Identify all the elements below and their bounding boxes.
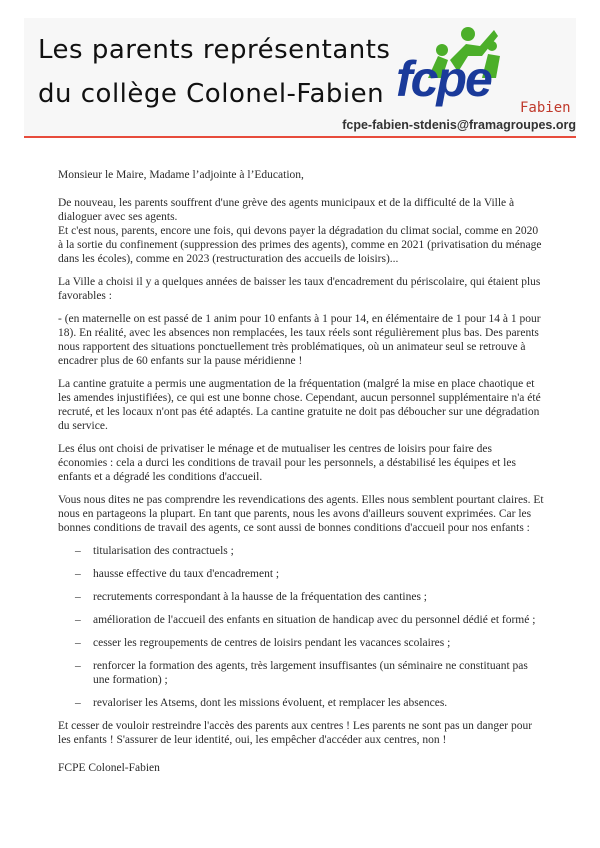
fcpe-logo <box>384 20 574 130</box>
paragraph: Et cesser de vouloir restreindre l'accès des parents aux centres ! Les parents ne sont pas un danger pour les enfants ! S'assurer de leur identité, oui, les empêcher d'accéder aux centres, non ! <box>58 720 533 746</box>
list-item: – hausse effective du taux d'encadrement ; <box>58 567 544 581</box>
signature: FCPE Colonel-Fabien <box>58 762 160 774</box>
paragraph: Les élus ont choisi de privatiser le ménage et de mutualiser les centres de loisirs pour faire des économies : cela a durci les conditions de travail pour les personnels, a déstabilisé les équipes et les enfants et a dégradé les conditions d'accueil. <box>58 443 516 483</box>
letterhead-title <box>38 28 398 116</box>
title-line-1: Les parents représentants <box>38 35 391 65</box>
letter-body <box>58 168 544 784</box>
paragraph-text: De nouveau, les parents souffrent d'une grève des agents municipaux et de la difficulté de la Ville à dialoguer avec ses agents. <box>58 197 515 223</box>
title-line-2: du collège Colonel-Fabien <box>38 79 385 109</box>
paragraph: Vous nous dites ne pas comprendre les revendications des agents. Elles nous semblent pourtant claires. Et nous en partageons la plupart. En tant que parents, nous les avons d'ailleurs souvent exprimées. Car les bonnes conditions de travail des agents, ce sont aussi de bonnes conditions d'accueil pour nos enfants : <box>58 494 544 534</box>
list-item: – renforcer la formation des agents, très largement insuffisantes (un séminaire ne constituant pas une formation) ; <box>58 659 544 687</box>
list-item: – cesser les regroupements de centres de loisirs pendant les vacances scolaires ; <box>58 636 544 650</box>
list-item: – titularisation des contractuels ; <box>58 544 544 558</box>
paragraph-text: Et c'est nous, parents, encore une fois, qui devons payer la dégradation du climat social, comme en 2020 à la sortie du confinement (suppression des primes des agents), comme en 2021 (privatisation du ménage dans les écoles), comme en 2023 (restructuration des accueils de loisirs)... <box>58 225 542 265</box>
salutation: Monsieur le Maire, Madame l’adjointe à l’Education, <box>58 169 304 181</box>
fcpe-subtitle: Fabien <box>520 100 571 116</box>
demands-list <box>58 544 544 710</box>
paragraph: La cantine gratuite a permis une augmentation de la fréquentation (malgré la mise en place chaotique et les amendes injustifiées), ce qui est une bonne chose. Cependant, aucun personnel supplémentaire n'a été recruté, et les locaux n'ont pas été adaptés. La cantine gratuite ne doit pas déboucher sur une dégradation du service. <box>58 378 541 432</box>
paragraph <box>58 196 544 266</box>
paragraph: La Ville a choisi il y a quelques années de baisser les taux d'encadrement du périscolaire, qui étaient plus favorables : <box>58 276 541 302</box>
list-item: – amélioration de l'accueil des enfants en situation de handicap avec du personnel dédié et formé ; <box>58 613 544 627</box>
fcpe-wordmark: fcpe <box>396 51 491 107</box>
list-item: – revaloriser les Atsems, dont les missions évoluent, et remplacer les absences. <box>58 696 544 710</box>
list-item: – recrutements correspondant à la hausse de la fréquentation des cantines ; <box>58 590 544 604</box>
contact-email: fcpe-fabien-stdenis@framagroupes.org <box>342 118 576 132</box>
paragraph: - (en maternelle on est passé de 1 anim pour 10 enfants à 1 pour 14, en élémentaire de 1 pour 14 à 1 pour 18). En réalité, avec les absences non remplacées, les taux réels sont régulièrement plus bas. Des parents nous rapportent des situations ponctuellement très problématiques, où un animateur seul se retrouve à encadrer plus de 60 enfants sur la pause méridienne ! <box>58 313 541 367</box>
